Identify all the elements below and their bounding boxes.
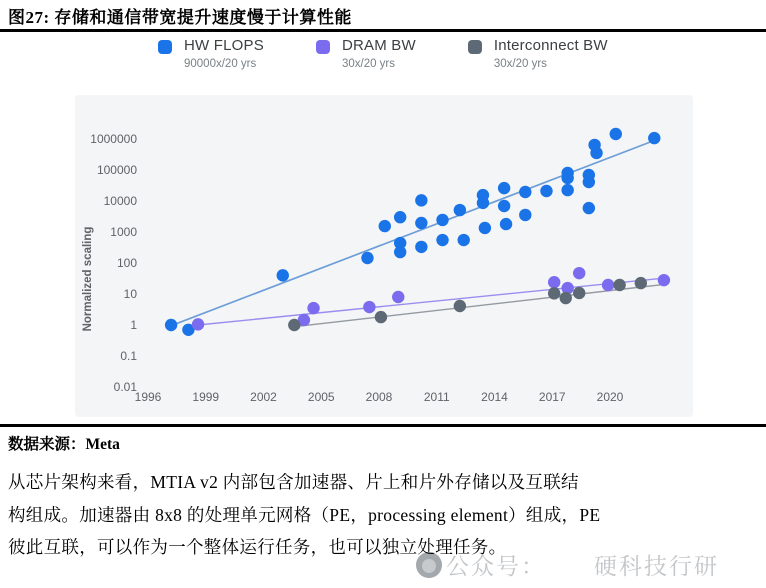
data-point-hw-flops bbox=[498, 182, 510, 194]
data-point-interconnect-bw bbox=[635, 277, 647, 289]
data-point-dram-bw bbox=[363, 301, 375, 313]
y-axis-title: Normalized scaling bbox=[82, 226, 94, 332]
legend-rate: 90000x/20 yrs bbox=[184, 58, 257, 70]
data-point-interconnect-bw bbox=[288, 319, 300, 331]
x-tick-label: 2011 bbox=[423, 390, 450, 404]
data-point-dram-bw bbox=[602, 279, 614, 291]
data-point-hw-flops bbox=[458, 234, 470, 246]
data-point-hw-flops bbox=[454, 204, 466, 216]
y-tick-label: 100000 bbox=[96, 163, 137, 177]
data-point-dram-bw bbox=[192, 318, 204, 330]
x-tick-label: 2014 bbox=[481, 390, 508, 404]
data-point-hw-flops bbox=[583, 202, 595, 214]
data-point-hw-flops bbox=[165, 319, 177, 331]
y-tick-label: 10000 bbox=[103, 194, 137, 208]
x-tick-label: 2020 bbox=[596, 390, 624, 404]
data-point-dram-bw bbox=[307, 302, 319, 314]
legend-item-hw-flops bbox=[158, 37, 264, 71]
data-point-hw-flops bbox=[415, 241, 427, 253]
data-point-dram-bw bbox=[392, 291, 404, 303]
data-point-hw-flops bbox=[436, 234, 448, 246]
data-point-hw-flops bbox=[540, 185, 552, 197]
data-point-hw-flops bbox=[379, 220, 391, 232]
chart-panel bbox=[75, 95, 693, 417]
data-point-dram-bw bbox=[573, 267, 585, 279]
data-point-hw-flops bbox=[561, 172, 573, 184]
x-tick-label: 1999 bbox=[192, 390, 220, 404]
data-point-hw-flops bbox=[519, 209, 531, 221]
data-point-interconnect-bw bbox=[560, 292, 572, 304]
legend-rate: 30x/20 yrs bbox=[341, 58, 396, 70]
legend-label: Interconnect BW bbox=[493, 37, 608, 54]
data-point-hw-flops bbox=[500, 218, 512, 230]
data-point-hw-flops bbox=[477, 197, 489, 209]
data-point-dram-bw bbox=[548, 276, 560, 288]
data-point-interconnect-bw bbox=[454, 300, 466, 312]
figure-title: 图27: 存储和通信带宽提升速度慢于计算性能 bbox=[8, 8, 352, 27]
bottom-divider bbox=[0, 424, 766, 427]
data-point-hw-flops bbox=[610, 128, 622, 140]
data-point-hw-flops bbox=[394, 211, 406, 223]
x-tick-label: 2002 bbox=[250, 390, 277, 404]
x-tick-label: 1996 bbox=[134, 390, 162, 404]
data-source: 数据来源：Meta bbox=[8, 436, 120, 453]
data-point-dram-bw bbox=[658, 274, 670, 286]
data-point-hw-flops bbox=[561, 184, 573, 196]
data-point-interconnect-bw bbox=[613, 279, 625, 291]
title-divider bbox=[0, 29, 766, 32]
data-point-hw-flops bbox=[583, 176, 595, 188]
chart-legend bbox=[158, 37, 608, 71]
data-point-hw-flops bbox=[415, 194, 427, 206]
y-tick-label: 1000000 bbox=[90, 132, 137, 146]
legend-item-interconnect-bw bbox=[468, 37, 608, 71]
data-point-hw-flops bbox=[436, 214, 448, 226]
paragraph-line: 构组成。加速器由 8x8 的处理单元网格（PE，processing element）组成，PE bbox=[8, 504, 601, 525]
watermark-text: 公众号： 硬科技行研 bbox=[446, 553, 719, 579]
legend-swatch-icon bbox=[158, 40, 172, 54]
paragraph-line: 彼此互联，可以作为一个整体运行任务，也可以独立处理任务。 bbox=[8, 537, 507, 557]
legend-swatch-icon bbox=[468, 40, 482, 54]
legend-item-dram-bw bbox=[316, 37, 416, 71]
data-point-hw-flops bbox=[479, 222, 491, 234]
scatter-plot bbox=[75, 95, 693, 417]
y-tick-label: 1 bbox=[130, 318, 137, 332]
y-tick-label: 10 bbox=[123, 287, 137, 301]
y-tick-label: 0.1 bbox=[120, 349, 137, 363]
x-tick-label: 2008 bbox=[365, 390, 393, 404]
y-tick-label: 100 bbox=[116, 256, 137, 270]
data-point-interconnect-bw bbox=[573, 287, 585, 299]
data-point-hw-flops bbox=[415, 217, 427, 229]
trend-line-dram-bw bbox=[198, 278, 666, 325]
legend-rate: 30x/20 yrs bbox=[493, 58, 547, 70]
y-tick-label: 1000 bbox=[110, 225, 137, 239]
data-point-hw-flops bbox=[277, 269, 289, 281]
legend-swatch-icon bbox=[316, 40, 330, 54]
legend-label: HW FLOPS bbox=[184, 37, 264, 54]
data-point-hw-flops bbox=[361, 252, 373, 264]
data-point-interconnect-bw bbox=[548, 287, 560, 299]
trend-line-hw-flops bbox=[169, 139, 658, 326]
x-tick-label: 2005 bbox=[307, 390, 335, 404]
data-point-hw-flops bbox=[648, 132, 660, 144]
x-tick-label: 2017 bbox=[538, 390, 566, 404]
data-point-hw-flops bbox=[498, 200, 510, 212]
data-point-hw-flops bbox=[394, 246, 406, 258]
data-point-hw-flops bbox=[590, 147, 602, 159]
data-point-interconnect-bw bbox=[375, 311, 387, 323]
legend-label: DRAM BW bbox=[341, 37, 416, 54]
data-point-hw-flops bbox=[519, 186, 531, 198]
paragraph-line: 从芯片架构来看，MTIA v2 内部包含加速器、片上和片外存储以及互联结 bbox=[8, 472, 579, 492]
body-paragraph bbox=[8, 466, 760, 564]
y-tick-label: 0.01 bbox=[113, 380, 137, 394]
